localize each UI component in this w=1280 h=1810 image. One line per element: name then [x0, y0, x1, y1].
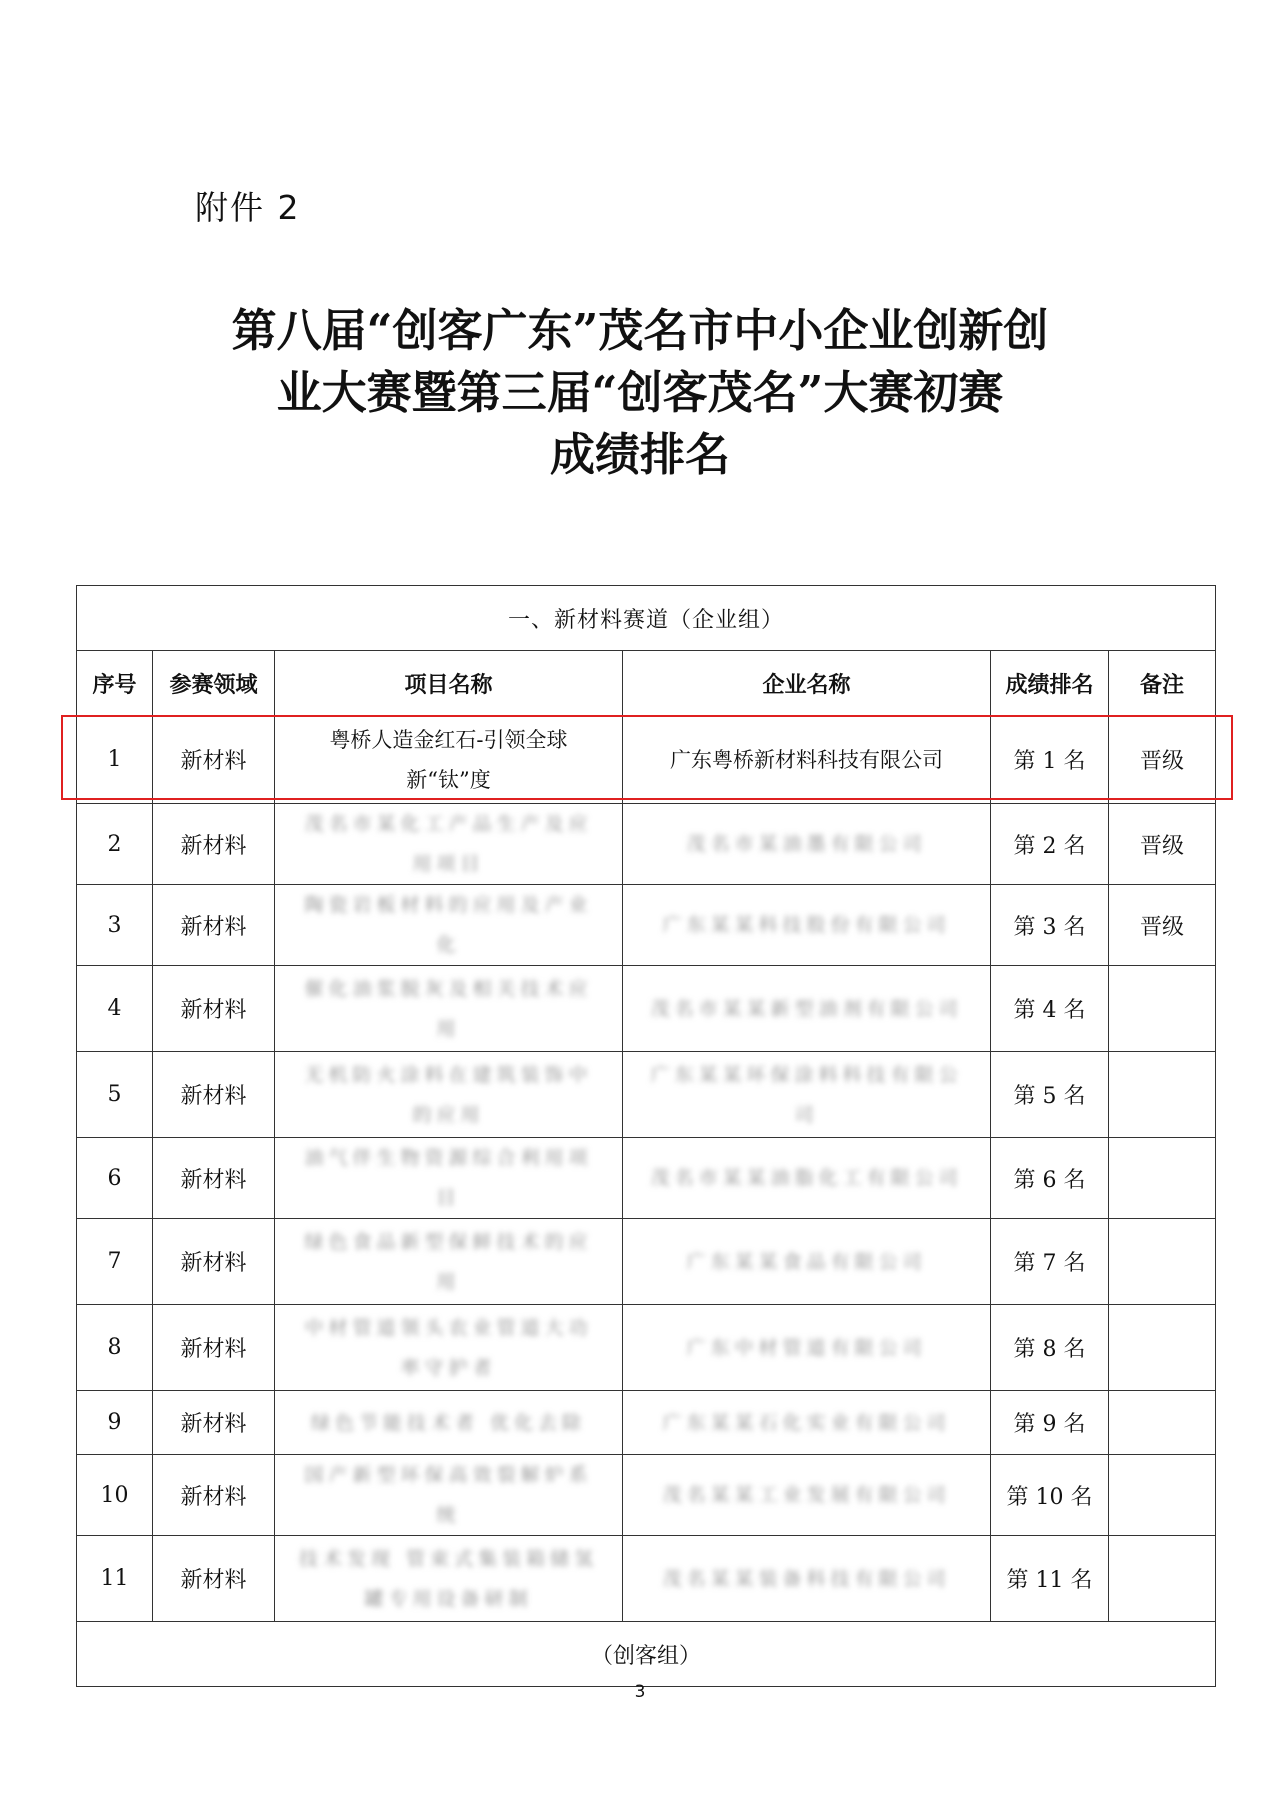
row-project — [275, 804, 623, 885]
table-row — [77, 1536, 1216, 1622]
row-note — [1109, 1052, 1216, 1138]
redacted-project-name: 国产新型环保高效裂解炉系统 — [304, 1464, 593, 1526]
redacted-project-name: 绿色食品新型保鲜技术的应用 — [304, 1230, 593, 1293]
row-note: 晋级 — [1109, 716, 1216, 804]
header-company: 企业名称 — [623, 651, 991, 716]
row-no: 7 — [77, 1219, 153, 1305]
redacted-project-name: 无机防火涂料在建筑装饰中的应用 — [304, 1063, 593, 1126]
redacted-company-name: 广东某某石化实业有限公司 — [662, 1411, 951, 1434]
title-line-1: 第八届“创客广东”茂名市中小企业创新创 — [231, 304, 1049, 357]
header-note: 备注 — [1109, 651, 1216, 716]
row-rank: 第 3 名 — [991, 885, 1109, 966]
row-no: 1 — [77, 716, 153, 804]
row-rank: 第 8 名 — [991, 1305, 1109, 1391]
row-project — [275, 1455, 623, 1536]
row-company — [623, 966, 991, 1052]
redacted-project-name: 茂名市某化工产品生产及应用项目 — [304, 813, 593, 875]
redacted-company-name: 广东某某环保涂料科技有限公司 — [650, 1063, 963, 1126]
redacted-project-name: 陶瓷岩板材料的应用及产业化 — [304, 894, 593, 956]
row-note — [1109, 1391, 1216, 1455]
row-rank: 第 9 名 — [991, 1391, 1109, 1455]
redacted-project-name: 技术发现 管束式集装箱储氢罐专用设备研制 — [298, 1547, 599, 1610]
table-row — [77, 966, 1216, 1052]
row-rank: 第 1 名 — [991, 716, 1109, 804]
row-note: 晋级 — [1109, 804, 1216, 885]
table-row — [77, 1138, 1216, 1219]
highlight-box — [61, 715, 1233, 800]
row-project — [275, 1052, 623, 1138]
row-no: 6 — [77, 1138, 153, 1219]
redacted-project-name: 中材管道领头农业管道大功率守护者 — [304, 1316, 593, 1379]
row-project — [275, 1138, 623, 1219]
row-no: 2 — [77, 804, 153, 885]
row-company — [623, 1391, 991, 1455]
row-company — [623, 1455, 991, 1536]
title-line-2: 业大赛暨第三届“创客茂名”大赛初赛 — [276, 366, 1004, 419]
redacted-project-name: 绿色节能技术者 优化去除 — [310, 1411, 587, 1434]
row-no: 4 — [77, 966, 153, 1052]
header-row — [77, 651, 1216, 716]
row-rank: 第 7 名 — [991, 1219, 1109, 1305]
row-note: 晋级 — [1109, 885, 1216, 966]
row-project — [275, 1219, 623, 1305]
row-company — [623, 885, 991, 966]
header-field: 参赛领域 — [153, 651, 275, 716]
row-company — [623, 804, 991, 885]
row-rank: 第 11 名 — [991, 1536, 1109, 1622]
redacted-project-name: 催化油浆脱灰及相关技术应用 — [304, 977, 593, 1040]
row-field: 新材料 — [153, 1455, 275, 1536]
row-field: 新材料 — [153, 1536, 275, 1622]
row-company — [623, 1052, 991, 1138]
row-no: 11 — [77, 1536, 153, 1622]
row-no: 9 — [77, 1391, 153, 1455]
redacted-company-name: 茂名某某工业发展有限公司 — [662, 1484, 951, 1506]
row-company — [623, 1305, 991, 1391]
creator-group-title: （创客组） — [77, 1622, 1216, 1687]
row-no: 5 — [77, 1052, 153, 1138]
redacted-project-name: 油气伴生物资源综合利用项目 — [304, 1147, 593, 1209]
redacted-company-name: 广东中材管道有限公司 — [686, 1336, 927, 1359]
table-row — [77, 1219, 1216, 1305]
row-note — [1109, 1455, 1216, 1536]
track-title: 一、新材料赛道（企业组） — [77, 586, 1216, 651]
row-field: 新材料 — [153, 716, 275, 804]
row-company — [623, 1219, 991, 1305]
redacted-company-name: 茂名市某某油脂化工有限公司 — [650, 1167, 963, 1189]
redacted-company-name: 茂名某某装备科技有限公司 — [662, 1567, 951, 1590]
row-no: 8 — [77, 1305, 153, 1391]
project-name: 粤桥人造金红石-引领全球新“钛”度 — [329, 727, 568, 792]
document-title — [100, 300, 1180, 486]
row-note — [1109, 1219, 1216, 1305]
table-row — [77, 804, 1216, 885]
row-note — [1109, 966, 1216, 1052]
header-no: 序号 — [77, 651, 153, 716]
title-line-3: 成绩排名 — [549, 428, 730, 481]
table-row — [77, 1391, 1216, 1455]
table-row — [77, 885, 1216, 966]
table-row — [77, 1052, 1216, 1138]
attachment-label: 附件 2 — [195, 188, 301, 227]
row-project — [275, 1536, 623, 1622]
row-rank: 第 6 名 — [991, 1138, 1109, 1219]
header-project: 项目名称 — [275, 651, 623, 716]
row-company — [623, 1138, 991, 1219]
row-field: 新材料 — [153, 885, 275, 966]
redacted-company-name: 广东某某科技股份有限公司 — [662, 914, 951, 936]
row-note — [1109, 1536, 1216, 1622]
row-rank: 第 2 名 — [991, 804, 1109, 885]
row-field: 新材料 — [153, 804, 275, 885]
row-field: 新材料 — [153, 966, 275, 1052]
row-field: 新材料 — [153, 1391, 275, 1455]
row-field: 新材料 — [153, 1305, 275, 1391]
row-project — [275, 1305, 623, 1391]
row-rank: 第 5 名 — [991, 1052, 1109, 1138]
row-field: 新材料 — [153, 1052, 275, 1138]
header-rank: 成绩排名 — [991, 651, 1109, 716]
row-project — [275, 966, 623, 1052]
row-field: 新材料 — [153, 1138, 275, 1219]
redacted-company-name: 茂名市某某新型油剂有限公司 — [650, 997, 963, 1020]
redacted-company-name: 茂名市某油墨有限公司 — [686, 833, 927, 855]
company-name: 广东粤桥新材料科技有限公司 — [670, 747, 943, 772]
row-note — [1109, 1305, 1216, 1391]
row-field: 新材料 — [153, 1219, 275, 1305]
table-row — [77, 1455, 1216, 1536]
row-project — [275, 1391, 623, 1455]
row-no: 3 — [77, 885, 153, 966]
track-title-row — [77, 586, 1216, 651]
page-number: 3 — [634, 1682, 646, 1702]
redacted-company-name: 广东某某食品有限公司 — [686, 1250, 927, 1273]
row-no: 10 — [77, 1455, 153, 1536]
row-rank: 第 10 名 — [991, 1455, 1109, 1536]
row-rank: 第 4 名 — [991, 966, 1109, 1052]
creator-group-row — [77, 1622, 1216, 1687]
row-company — [623, 1536, 991, 1622]
table-row — [77, 1305, 1216, 1391]
row-project — [275, 885, 623, 966]
row-note — [1109, 1138, 1216, 1219]
